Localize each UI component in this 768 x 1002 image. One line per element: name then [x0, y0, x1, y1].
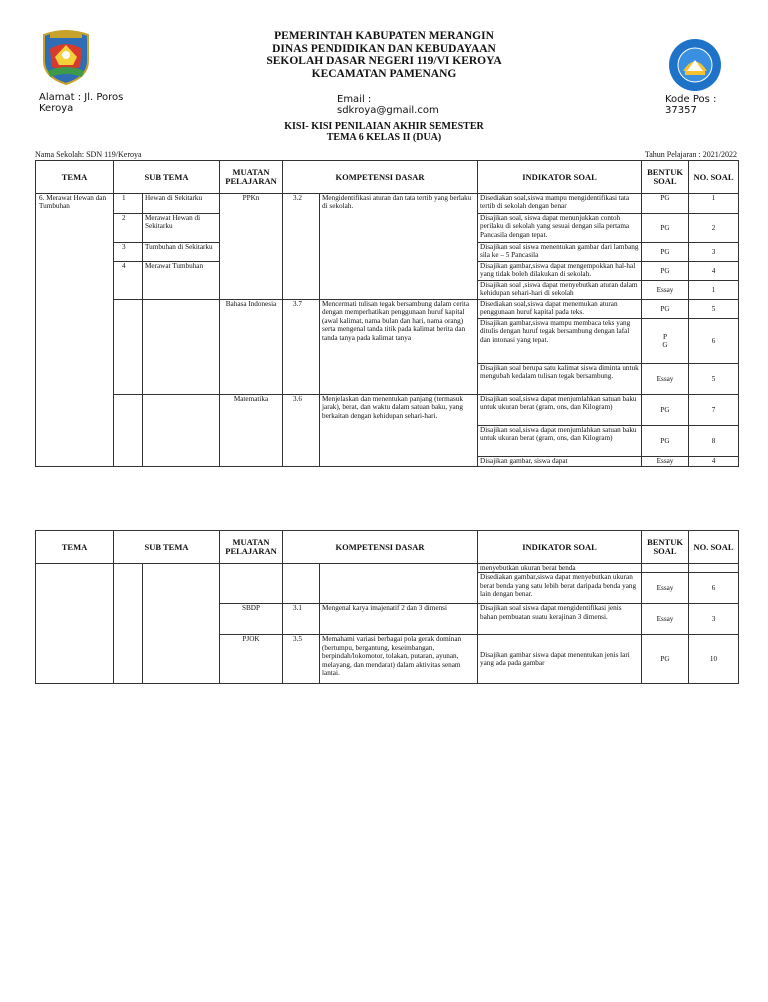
subtema-name-empty: [143, 395, 220, 467]
no-cell: 7: [689, 395, 739, 426]
no-cell: 1: [689, 281, 739, 300]
subtema-name-empty: [143, 281, 220, 300]
no-cell: 6: [689, 319, 739, 364]
postal-code-text: Kode Pos : 37357: [665, 94, 717, 116]
kd-no-cell: 3.6: [283, 395, 320, 467]
bentuk-cell: PG: [642, 635, 689, 684]
col-muatan: MUATAN PELAJARAN: [220, 531, 283, 564]
indikator-cell: Disajikan soal, siswa dapat menunjukkan contoh perilaku di sekolah yang sesuai dengan sila pertama Pancasila dengan tepat.: [478, 214, 642, 243]
no-cell: 10: [689, 635, 739, 684]
bentuk-cell: PG: [642, 243, 689, 262]
indikator-cell: Disediakan soal,siswa dapat menemukan aturan penggunaan huruf kapital pada teks.: [478, 300, 642, 319]
indikator-cell: Disajikan soal siswa dapat mengidentifikasi jenis bahan pembuatan suatu kerajinan 3 dimensi.: [478, 604, 642, 635]
indikator-cell: Disediakan soal,siswa mampu mengidentifikasi tata tertib di sekolah dengan benar: [478, 194, 642, 214]
col-kd: KOMPETENSI DASAR: [283, 531, 478, 564]
address-text: Alamat : Jl. Poros Keroya: [39, 92, 124, 114]
no-cell: 8: [689, 426, 739, 457]
subtema-no-empty: [114, 395, 143, 467]
no-cell: 3: [689, 604, 739, 635]
muatan-cell: Matematika: [220, 395, 283, 467]
kd-no-cell-empty: [283, 564, 320, 604]
bentuk-cell: PG: [642, 300, 689, 319]
bentuk-cell: Essay: [642, 281, 689, 300]
no-cell: 4: [689, 457, 739, 467]
no-cell: 5: [689, 300, 739, 319]
indikator-cell: Disajikan gambar, siswa dapat: [478, 457, 642, 467]
col-indikator: INDIKATOR SOAL: [478, 161, 642, 194]
subtema-no: 4: [114, 262, 143, 281]
no-cell: 5: [689, 364, 739, 395]
kd-cell: Mengenal karya imajenatif 2 dan 3 dimensi: [320, 604, 478, 635]
col-subtema: SUB TEMA: [114, 161, 220, 194]
col-muatan: MUATAN PELAJARAN: [220, 161, 283, 194]
header-line-4: KECAMATAN PAMENANG: [311, 68, 457, 80]
table-header-row: [36, 531, 739, 564]
kisi-table-page-1: [35, 160, 739, 467]
subtema-no: 2: [114, 214, 143, 243]
kd-no-cell: 3.1: [283, 604, 320, 635]
no-cell-empty: [689, 564, 739, 573]
subtema-name: Merawat Hewan di Sekitarku: [143, 214, 220, 243]
col-bentuk: BENTUK SOAL: [642, 531, 689, 564]
subtema-name: Hewan di Sekitarku: [143, 194, 220, 214]
kisi-table-page-2: [35, 530, 739, 684]
academic-year: Tahun Pelajaran : 2021/2022: [644, 150, 737, 159]
header-line-2: DINAS PENDIDIKAN DAN KEBUDAYAAN: [272, 43, 496, 55]
subtema-no: 1: [114, 194, 143, 214]
bentuk-cell-empty: [642, 564, 689, 573]
header-line-3: SEKOLAH DASAR NEGERI 119/VI KEROYA: [266, 55, 502, 67]
tema-cell: 6. Merawat Hewan dan Tumbuhan: [36, 194, 114, 467]
muatan-cell-empty: [220, 564, 283, 604]
indikator-cell: Disajikan gambar,siswa dapat mengempokkan hal-hal yang tidak boleh dilakukan di sekolah.: [478, 262, 642, 281]
indikator-cell: Disajikan gambar,siswa mampu membaca teks yang ditulis dengan huruf tegak bersambung dengan lafal dan intonasi yang tepat.: [478, 319, 642, 364]
school-name: Nama Sekolah: SDN 119/Keroya: [35, 150, 142, 159]
subtema-name-empty: [143, 564, 220, 684]
col-tema: TEMA: [36, 161, 114, 194]
kd-no-cell: 3.7: [283, 300, 320, 395]
subtema-no-empty: [114, 300, 143, 395]
col-no: NO. SOAL: [689, 161, 739, 194]
indikator-cell: Disajikan soal siswa menentukan gambar dari lambang sila ke – 5 Pancasila: [478, 243, 642, 262]
bentuk-cell: Essay: [642, 457, 689, 467]
indikator-cell: Disajikan soal,siswa dapat menjumlahkan satuan baku untuk ukuran berat (gram, ons, dan Kilogram): [478, 426, 642, 457]
indikator-cell: Disajikan soal berupa satu kalimat siswa diminta untuk mengubah kedalam tulisan tegak bersambung.: [478, 364, 642, 395]
muatan-cell: SBDP: [220, 604, 283, 635]
subtema-name-empty: [143, 300, 220, 395]
table-row: [36, 300, 739, 319]
indikator-cell: Disajikan soal ,siswa dapat menyebutkan aturan dalam kehidupan sehari-hari di sekolah: [478, 281, 642, 300]
col-subtema: SUB TEMA: [114, 531, 220, 564]
ministry-logo: [668, 38, 722, 92]
no-cell: 4: [689, 262, 739, 281]
table-row: [36, 564, 739, 573]
tema-cell-empty: [36, 564, 114, 684]
header-line-1: PEMERINTAH KABUPATEN MERANGIN: [274, 30, 494, 42]
kd-no-cell: 3.5: [283, 635, 320, 684]
table-header-row: [36, 161, 739, 194]
bentuk-cell: Essay: [642, 604, 689, 635]
subtema-no-empty: [114, 564, 143, 684]
indikator-cell: Disediakan gambar,siswa dapat menyebutkan ukuran berat benda yang satu lebih berat daripada benda yang lain dengan benar.: [478, 573, 642, 604]
email-text: Email : sdkroya@gmail.com: [337, 94, 439, 116]
indikator-cell: menyebutkan ukuran berat benda: [478, 564, 642, 573]
subtema-no-empty: [114, 281, 143, 300]
kd-cell-empty: [320, 564, 478, 604]
no-cell: 3: [689, 243, 739, 262]
document-subtitle: TEMA 6 KELAS II (DUA): [326, 132, 442, 143]
col-tema: TEMA: [36, 531, 114, 564]
col-indikator: INDIKATOR SOAL: [478, 531, 642, 564]
bentuk-cell: Essay: [642, 364, 689, 395]
kd-cell: Menjelaskan dan menentukan panjang (termasuk jarak), berat, dan waktu dalam satuan baku, yang berkaitan dengan kehidupan sehari-hari.: [320, 395, 478, 467]
bentuk-cell: PG: [642, 262, 689, 281]
col-no: NO. SOAL: [689, 531, 739, 564]
subtema-name: Merawat Tumbuhan: [143, 262, 220, 281]
bentuk-cell: PG: [642, 214, 689, 243]
muatan-cell: Bahasa Indonesia: [220, 300, 283, 395]
subtema-name: Tumbuhan di Sekitarku: [143, 243, 220, 262]
col-kd: KOMPETENSI DASAR: [283, 161, 478, 194]
bentuk-cell: P G: [642, 319, 689, 364]
kd-cell: Mengidentifikasi aturan dan tata tertib yang berlaku di sekolah.: [320, 194, 478, 300]
no-cell: 2: [689, 214, 739, 243]
col-bentuk: BENTUK SOAL: [642, 161, 689, 194]
subtema-no: 3: [114, 243, 143, 262]
kd-no-cell: 3.2: [283, 194, 320, 300]
muatan-cell: PJOK: [220, 635, 283, 684]
kd-cell: Mencermati tulisan tegak bersambung dalam cerita dengan memperhatikan penggunaan huruf kapital (awal kalimat, nama bulan dan hari, nama orang) serta mengenal tanda titik pada kalimat berita dan tanda tanya pada kalimat tanya: [320, 300, 478, 395]
no-cell: 6: [689, 573, 739, 604]
document-title: KISI- KISI PENILAIAN AKHIR SEMESTER: [284, 121, 484, 132]
indikator-cell: Disajikan soal,siswa dapat menjumlahkan satuan baku untuk ukuran berat (gram, ons, dan Kilogram): [478, 395, 642, 426]
bentuk-cell: PG: [642, 194, 689, 214]
indikator-cell: Disajikan gambar siswa dapat menentukan jenis lari yang ada pada gambar: [478, 635, 642, 684]
kd-cell: Memahami variasi berbagai pola gerak dominan (bertumpu, bergantung, keseimbangan, berpindah/lokomotor, tolakan, putaran, ayunan, melayang, dan mendarat) dalam aktivitas senam lantai.: [320, 635, 478, 684]
no-cell: 1: [689, 194, 739, 214]
bentuk-cell: PG: [642, 395, 689, 426]
table-row: [36, 395, 739, 426]
table-row: [36, 194, 739, 214]
muatan-cell: PPKn: [220, 194, 283, 300]
bentuk-cell: PG: [642, 426, 689, 457]
bentuk-cell: Essay: [642, 573, 689, 604]
